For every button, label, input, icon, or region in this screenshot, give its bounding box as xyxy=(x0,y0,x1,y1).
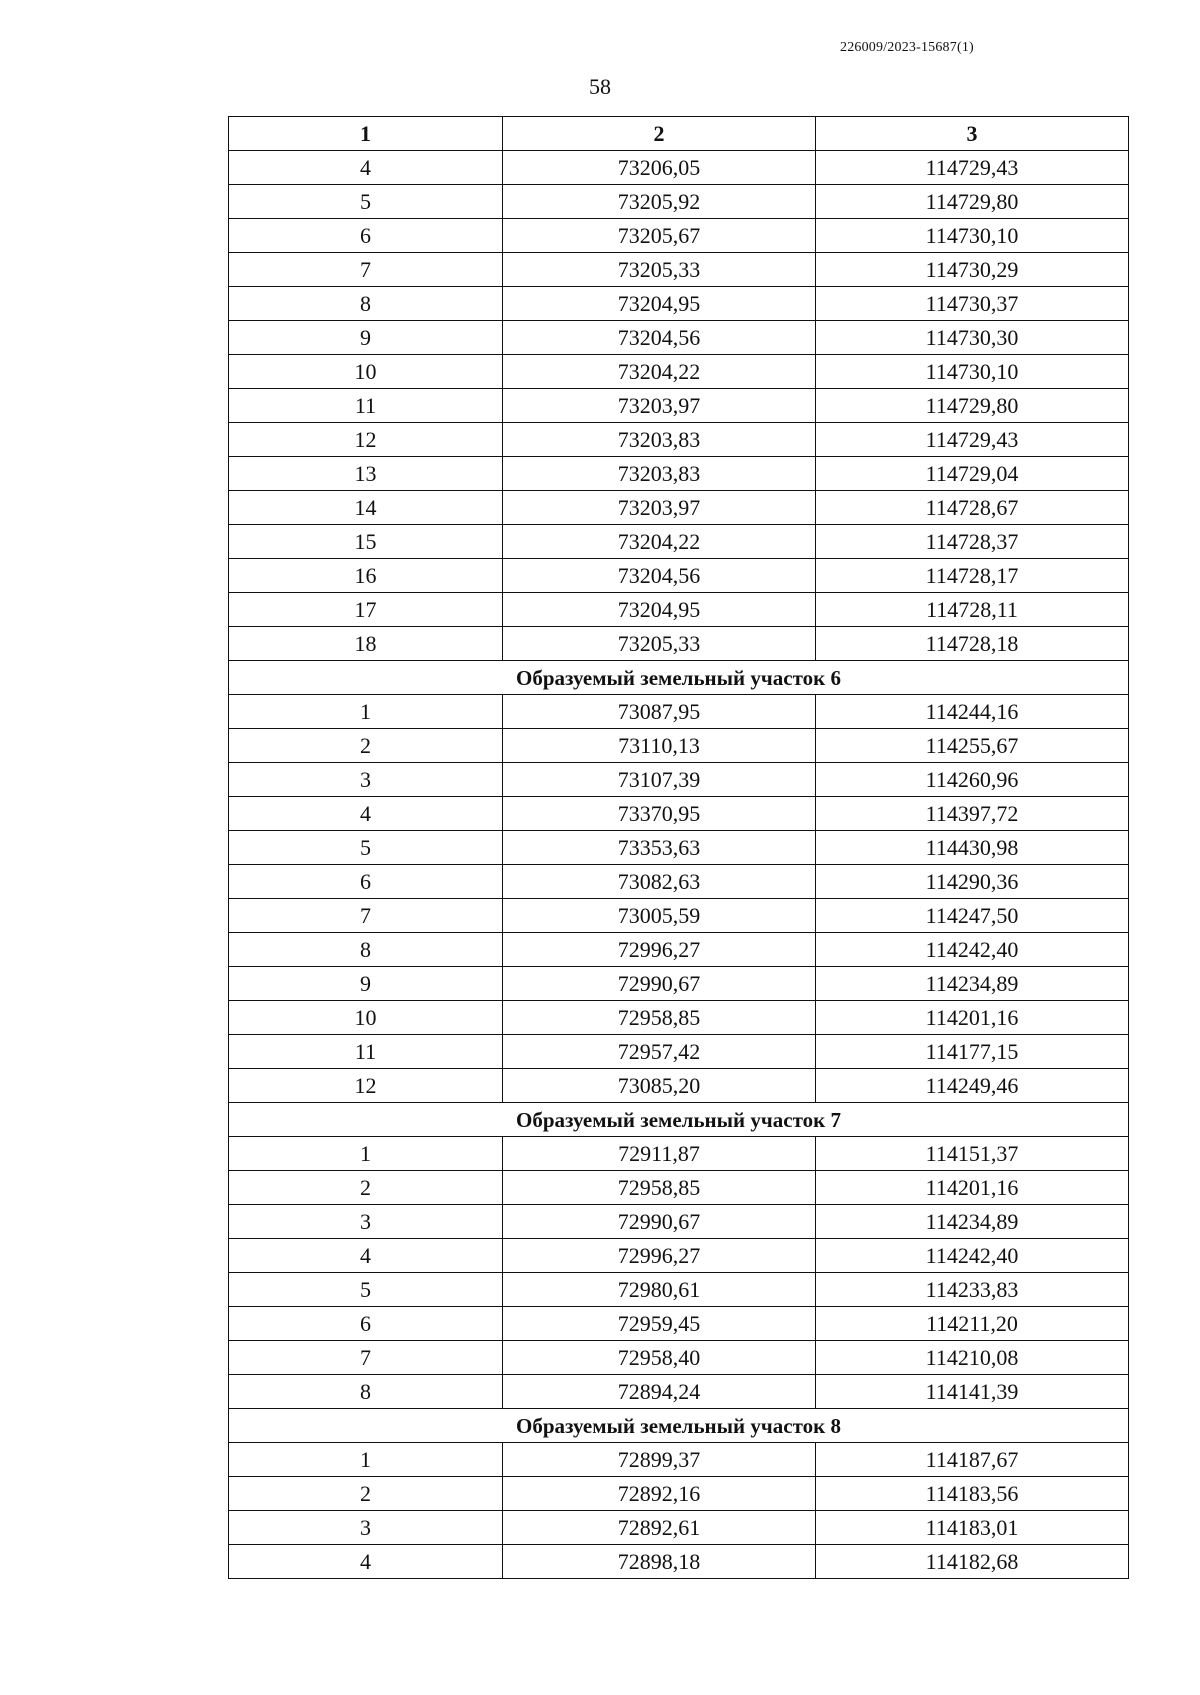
y-coordinate-cell: 114730,37 xyxy=(816,287,1129,321)
x-coordinate-cell: 73203,83 xyxy=(503,423,816,457)
x-coordinate-cell: 73203,97 xyxy=(503,491,816,525)
x-coordinate-cell: 72911,87 xyxy=(503,1137,816,1171)
x-coordinate-cell: 73205,92 xyxy=(503,185,816,219)
table-row xyxy=(229,457,1129,491)
x-coordinate-cell: 73204,95 xyxy=(503,287,816,321)
y-coordinate-cell: 114397,72 xyxy=(816,797,1129,831)
y-coordinate-cell: 114183,56 xyxy=(816,1477,1129,1511)
x-coordinate-cell: 72958,85 xyxy=(503,1001,816,1035)
x-coordinate-cell: 73205,67 xyxy=(503,219,816,253)
x-coordinate-cell: 73370,95 xyxy=(503,797,816,831)
x-coordinate-cell: 72980,61 xyxy=(503,1273,816,1307)
x-coordinate-cell: 72990,67 xyxy=(503,1205,816,1239)
section-title: Образуемый земельный участок 7 xyxy=(229,1103,1129,1137)
table-row xyxy=(229,1035,1129,1069)
table-row xyxy=(229,1239,1129,1273)
table-row xyxy=(229,1205,1129,1239)
table-row xyxy=(229,797,1129,831)
section-row xyxy=(229,1103,1129,1137)
x-coordinate-cell: 72957,42 xyxy=(503,1035,816,1069)
y-coordinate-cell: 114728,37 xyxy=(816,525,1129,559)
y-coordinate-cell: 114249,46 xyxy=(816,1069,1129,1103)
y-coordinate-cell: 114210,08 xyxy=(816,1341,1129,1375)
table-row xyxy=(229,1375,1129,1409)
y-coordinate-cell: 114730,10 xyxy=(816,355,1129,389)
y-coordinate-cell: 114730,10 xyxy=(816,219,1129,253)
table-row xyxy=(229,1443,1129,1477)
table-row xyxy=(229,287,1129,321)
point-number-cell: 14 xyxy=(229,491,503,525)
table-header-row xyxy=(229,117,1129,151)
table-row xyxy=(229,1171,1129,1205)
section-row xyxy=(229,661,1129,695)
table-row xyxy=(229,899,1129,933)
table-row xyxy=(229,967,1129,1001)
column-header-1: 1 xyxy=(229,117,503,151)
y-coordinate-cell: 114247,50 xyxy=(816,899,1129,933)
x-coordinate-cell: 72958,85 xyxy=(503,1171,816,1205)
x-coordinate-cell: 73203,83 xyxy=(503,457,816,491)
point-number-cell: 5 xyxy=(229,1273,503,1307)
x-coordinate-cell: 72899,37 xyxy=(503,1443,816,1477)
table-row xyxy=(229,185,1129,219)
x-coordinate-cell: 73203,97 xyxy=(503,389,816,423)
y-coordinate-cell: 114730,30 xyxy=(816,321,1129,355)
table-row xyxy=(229,1511,1129,1545)
table-row xyxy=(229,525,1129,559)
x-coordinate-cell: 73204,95 xyxy=(503,593,816,627)
table-row xyxy=(229,253,1129,287)
point-number-cell: 4 xyxy=(229,1239,503,1273)
point-number-cell: 5 xyxy=(229,185,503,219)
x-coordinate-cell: 72996,27 xyxy=(503,1239,816,1273)
table-row xyxy=(229,1341,1129,1375)
x-coordinate-cell: 73204,56 xyxy=(503,559,816,593)
x-coordinate-cell: 73205,33 xyxy=(503,253,816,287)
y-coordinate-cell: 114201,16 xyxy=(816,1001,1129,1035)
y-coordinate-cell: 114729,43 xyxy=(816,151,1129,185)
point-number-cell: 12 xyxy=(229,1069,503,1103)
point-number-cell: 6 xyxy=(229,1307,503,1341)
point-number-cell: 9 xyxy=(229,321,503,355)
x-coordinate-cell: 72892,61 xyxy=(503,1511,816,1545)
point-number-cell: 7 xyxy=(229,1341,503,1375)
x-coordinate-cell: 73204,22 xyxy=(503,525,816,559)
table-row xyxy=(229,1137,1129,1171)
y-coordinate-cell: 114244,16 xyxy=(816,695,1129,729)
table-row xyxy=(229,729,1129,763)
x-coordinate-cell: 72958,40 xyxy=(503,1341,816,1375)
point-number-cell: 8 xyxy=(229,1375,503,1409)
y-coordinate-cell: 114730,29 xyxy=(816,253,1129,287)
section-title: Образуемый земельный участок 8 xyxy=(229,1409,1129,1443)
point-number-cell: 4 xyxy=(229,1545,503,1579)
point-number-cell: 2 xyxy=(229,1477,503,1511)
point-number-cell: 3 xyxy=(229,763,503,797)
point-number-cell: 18 xyxy=(229,627,503,661)
point-number-cell: 5 xyxy=(229,831,503,865)
y-coordinate-cell: 114201,16 xyxy=(816,1171,1129,1205)
point-number-cell: 11 xyxy=(229,389,503,423)
table-row xyxy=(229,219,1129,253)
x-coordinate-cell: 73082,63 xyxy=(503,865,816,899)
table-row xyxy=(229,627,1129,661)
table-row xyxy=(229,695,1129,729)
y-coordinate-cell: 114430,98 xyxy=(816,831,1129,865)
y-coordinate-cell: 114234,89 xyxy=(816,967,1129,1001)
x-coordinate-cell: 72959,45 xyxy=(503,1307,816,1341)
y-coordinate-cell: 114729,80 xyxy=(816,389,1129,423)
table-row xyxy=(229,831,1129,865)
point-number-cell: 8 xyxy=(229,287,503,321)
table-row xyxy=(229,389,1129,423)
page-number: 58 xyxy=(589,74,611,99)
point-number-cell: 2 xyxy=(229,729,503,763)
x-coordinate-cell: 73110,13 xyxy=(503,729,816,763)
point-number-cell: 1 xyxy=(229,695,503,729)
table-row xyxy=(229,1273,1129,1307)
point-number-cell: 12 xyxy=(229,423,503,457)
y-coordinate-cell: 114729,04 xyxy=(816,457,1129,491)
point-number-cell: 16 xyxy=(229,559,503,593)
y-coordinate-cell: 114177,15 xyxy=(816,1035,1129,1069)
table-row xyxy=(229,1001,1129,1035)
y-coordinate-cell: 114183,01 xyxy=(816,1511,1129,1545)
point-number-cell: 8 xyxy=(229,933,503,967)
y-coordinate-cell: 114234,89 xyxy=(816,1205,1129,1239)
point-number-cell: 7 xyxy=(229,899,503,933)
table-row xyxy=(229,865,1129,899)
x-coordinate-cell: 73204,56 xyxy=(503,321,816,355)
x-coordinate-cell: 73085,20 xyxy=(503,1069,816,1103)
y-coordinate-cell: 114151,37 xyxy=(816,1137,1129,1171)
x-coordinate-cell: 73205,33 xyxy=(503,627,816,661)
table-row xyxy=(229,491,1129,525)
y-coordinate-cell: 114233,83 xyxy=(816,1273,1129,1307)
table-row xyxy=(229,763,1129,797)
coordinates-table xyxy=(228,116,1129,1579)
table-row xyxy=(229,559,1129,593)
x-coordinate-cell: 73206,05 xyxy=(503,151,816,185)
point-number-cell: 6 xyxy=(229,865,503,899)
table-row xyxy=(229,1069,1129,1103)
y-coordinate-cell: 114728,18 xyxy=(816,627,1129,661)
y-coordinate-cell: 114728,17 xyxy=(816,559,1129,593)
point-number-cell: 9 xyxy=(229,967,503,1001)
point-number-cell: 6 xyxy=(229,219,503,253)
y-coordinate-cell: 114290,36 xyxy=(816,865,1129,899)
table-row xyxy=(229,593,1129,627)
table-row xyxy=(229,355,1129,389)
y-coordinate-cell: 114255,67 xyxy=(816,729,1129,763)
point-number-cell: 7 xyxy=(229,253,503,287)
point-number-cell: 1 xyxy=(229,1443,503,1477)
section-title: Образуемый земельный участок 6 xyxy=(229,661,1129,695)
y-coordinate-cell: 114728,11 xyxy=(816,593,1129,627)
y-coordinate-cell: 114141,39 xyxy=(816,1375,1129,1409)
document-id: 226009/2023-15687(1) xyxy=(840,40,974,55)
point-number-cell: 3 xyxy=(229,1511,503,1545)
point-number-cell: 4 xyxy=(229,797,503,831)
x-coordinate-cell: 73204,22 xyxy=(503,355,816,389)
y-coordinate-cell: 114728,67 xyxy=(816,491,1129,525)
table-row xyxy=(229,151,1129,185)
point-number-cell: 3 xyxy=(229,1205,503,1239)
y-coordinate-cell: 114729,80 xyxy=(816,185,1129,219)
point-number-cell: 13 xyxy=(229,457,503,491)
y-coordinate-cell: 114187,67 xyxy=(816,1443,1129,1477)
x-coordinate-cell: 73005,59 xyxy=(503,899,816,933)
y-coordinate-cell: 114211,20 xyxy=(816,1307,1129,1341)
point-number-cell: 2 xyxy=(229,1171,503,1205)
x-coordinate-cell: 72894,24 xyxy=(503,1375,816,1409)
point-number-cell: 17 xyxy=(229,593,503,627)
x-coordinate-cell: 72892,16 xyxy=(503,1477,816,1511)
y-coordinate-cell: 114260,96 xyxy=(816,763,1129,797)
point-number-cell: 10 xyxy=(229,1001,503,1035)
point-number-cell: 11 xyxy=(229,1035,503,1069)
section-row xyxy=(229,1409,1129,1443)
point-number-cell: 1 xyxy=(229,1137,503,1171)
table-body xyxy=(229,151,1129,1579)
column-header-2: 2 xyxy=(503,117,816,151)
point-number-cell: 4 xyxy=(229,151,503,185)
x-coordinate-cell: 72898,18 xyxy=(503,1545,816,1579)
column-header-3: 3 xyxy=(816,117,1129,151)
table-row xyxy=(229,423,1129,457)
table-row xyxy=(229,1545,1129,1579)
x-coordinate-cell: 73087,95 xyxy=(503,695,816,729)
table-row xyxy=(229,1307,1129,1341)
x-coordinate-cell: 72990,67 xyxy=(503,967,816,1001)
y-coordinate-cell: 114242,40 xyxy=(816,1239,1129,1273)
x-coordinate-cell: 73353,63 xyxy=(503,831,816,865)
table-row xyxy=(229,1477,1129,1511)
table-row xyxy=(229,321,1129,355)
x-coordinate-cell: 73107,39 xyxy=(503,763,816,797)
y-coordinate-cell: 114182,68 xyxy=(816,1545,1129,1579)
point-number-cell: 15 xyxy=(229,525,503,559)
y-coordinate-cell: 114242,40 xyxy=(816,933,1129,967)
point-number-cell: 10 xyxy=(229,355,503,389)
x-coordinate-cell: 72996,27 xyxy=(503,933,816,967)
table-row xyxy=(229,933,1129,967)
y-coordinate-cell: 114729,43 xyxy=(816,423,1129,457)
